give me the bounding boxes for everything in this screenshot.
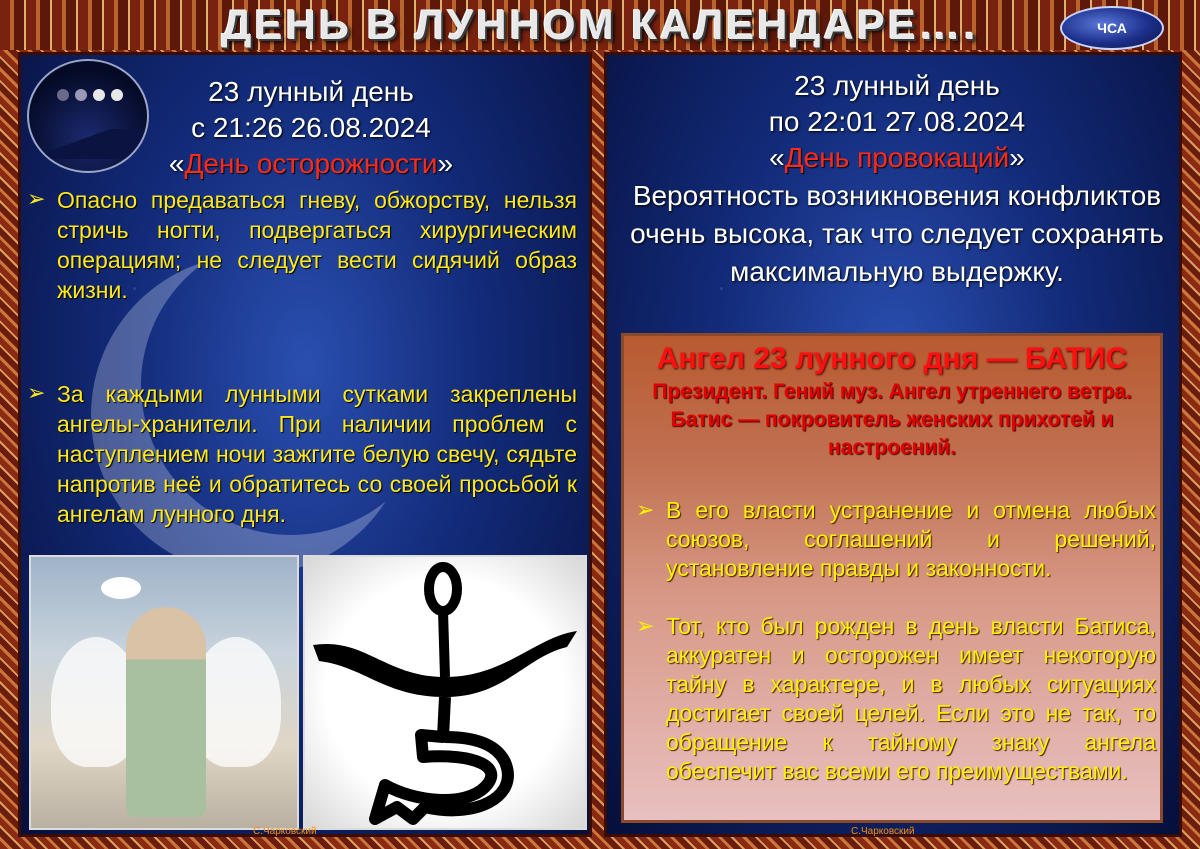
arrow-bullet-icon: ➢ xyxy=(27,381,46,406)
left-bullet-2: ➢ За каждыми лунными сутками закреплены ангелы-хранители. При наличии проблем с наступлением ночи зажгите белую свечу, сядьте напротив неё и обратитесь со своей просьбой к ангелам лунного дня. xyxy=(27,381,577,527)
angel-sign-picture xyxy=(303,555,587,830)
page-title: ДЕНЬ В ЛУННОМ КАЛЕНДАРЕ…. xyxy=(221,1,979,48)
angel-bullet-1: ➢ В его власти устранение и отмена любых союзов, соглашений и решений, установление правды и законности. xyxy=(636,497,1156,581)
left-credit: С.Чарковский xyxy=(253,826,317,837)
arrow-bullet-icon: ➢ xyxy=(27,187,46,212)
angel-picture xyxy=(29,555,299,830)
right-end-time: по 22:01 27.08.2024 xyxy=(768,106,1026,137)
dove-icon xyxy=(101,577,141,599)
left-bullet-1: ➢ Опасно предаваться гневу, обжорству, нельзя стричь ногти, подвергаться хирургическим операциям; не следует вести сидячий образ жизни. xyxy=(27,187,577,303)
left-start-time: с 21:26 26.08.2024 xyxy=(191,112,431,143)
angel-title: Ангел 23 лунного дня — БАТИС xyxy=(656,342,1128,375)
right-panel xyxy=(604,52,1182,837)
left-day-number: 23 лунный день xyxy=(208,76,414,107)
right-day-name: «День провокаций» xyxy=(769,142,1025,173)
left-panel xyxy=(18,52,592,837)
chsa-logo-icon: ЧСА xyxy=(1060,6,1164,50)
batis-sign-icon xyxy=(305,557,585,828)
right-credit: С.Чарковский xyxy=(851,826,915,837)
angel-info-box xyxy=(621,333,1163,823)
right-description: Вероятность возникновения конфликтов очень высока, так что следует сохранять максимальную выдержку. xyxy=(630,180,1164,287)
angel-bullet-2: ➢ Тот, кто был рожден в день власти Батиса, аккуратен и осторожен имеет некоторую тайну в характере, и в любых ситуациях достигает своей целей. Если это не так, то обращение к тайному знаку ангела обеспечит вас всеми его преимуществами. xyxy=(636,613,1156,784)
angel-subtitle: Президент. Гений муз. Ангел утреннего ветра. Батис — покровитель женских прихотей и настроений. xyxy=(652,380,1132,459)
arrow-bullet-icon: ➢ xyxy=(636,498,655,523)
left-day-name: «День осторожности» xyxy=(168,148,454,179)
right-day-number: 23 лунный день xyxy=(794,70,1000,101)
arrow-bullet-icon: ➢ xyxy=(636,614,655,639)
